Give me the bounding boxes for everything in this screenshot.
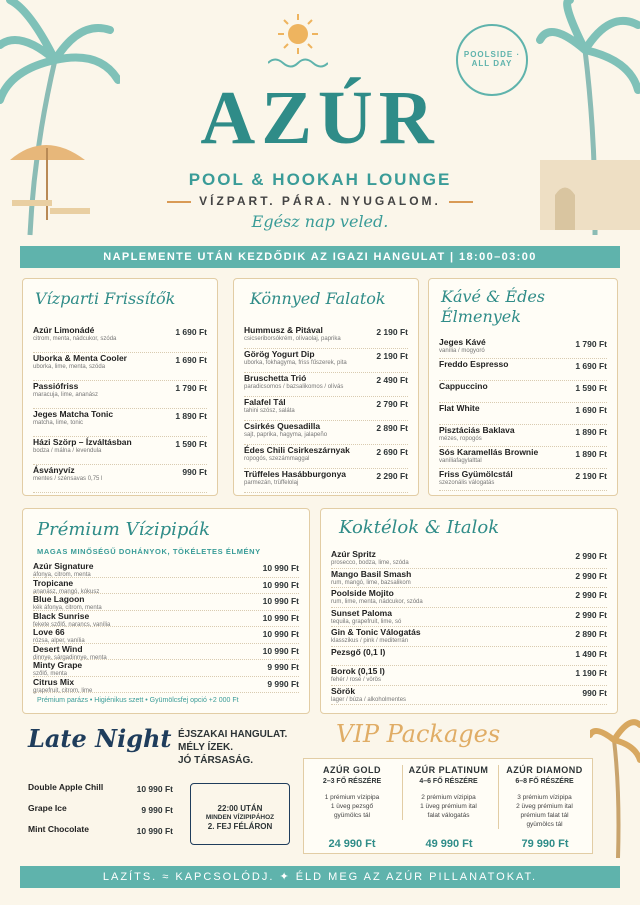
item-name: Grape Ice (28, 803, 67, 813)
item-price: 2 990 Ft (575, 590, 607, 600)
item-name: Azúr Spritz (331, 549, 376, 559)
item-name: Hummusz & Pitával (244, 325, 323, 335)
item-price: 990 Ft (182, 467, 207, 477)
menu-item (33, 594, 299, 611)
menu-item (244, 469, 408, 493)
cocktails-section (320, 508, 618, 714)
menu-item (33, 627, 299, 644)
tagline: VÍZPART. PÁRA. NYUGALOM. (0, 194, 640, 208)
menu-item (244, 325, 408, 349)
item-price: 2 690 Ft (376, 447, 408, 457)
item-desc: mézes, ropogós (439, 436, 482, 442)
item-price: 1 890 Ft (575, 449, 607, 459)
page-subtitle: POOL & HOOKAH LOUNGE (188, 170, 452, 189)
section-title: Kávé & Édes Élmenyek (441, 287, 546, 326)
item-name: Trüffeles Hasábburgonya (244, 469, 347, 479)
item-name: Poolside Mojito (331, 588, 394, 598)
item-price: 1 790 Ft (175, 383, 207, 393)
hookah-section (22, 508, 310, 714)
menu-item (244, 349, 408, 373)
menu-item (439, 447, 607, 469)
menu-item (331, 666, 607, 686)
item-name: Love 66 (33, 627, 65, 637)
item-price: 2 990 Ft (575, 551, 607, 561)
item-desc: uborka, fokhagyma, friss fűszerek, pita (244, 360, 347, 366)
menu-item (439, 381, 607, 403)
item-name: Cappuccino (439, 381, 488, 391)
menu-item (244, 445, 408, 469)
menu-item (33, 325, 207, 353)
item-desc: rózsa, alper, vanília (33, 638, 85, 644)
wave-icon (268, 56, 328, 70)
item-price: 1 490 Ft (575, 648, 607, 659)
menu-item (439, 403, 607, 425)
menu-item (331, 549, 607, 569)
footer-banner: LAZÍTS. ≈ KAPCSOLÓDJ. ✦ ÉLD MEG AZ AZÚR PILLANATOKAT. (20, 866, 620, 888)
vip-col: AZÚR PLATINUM 4–6 FŐ RÉSZÉRE 2 prémium vízipipa 1 üveg prémium ital falat válogatás 49 990 Ft (402, 765, 494, 820)
item-price: 2 490 Ft (376, 375, 408, 385)
item-price: 1 690 Ft (575, 405, 607, 415)
item-price: 10 990 Ft (262, 645, 299, 656)
item-price: 1 790 Ft (575, 339, 607, 349)
page-title: AZÚR (200, 76, 440, 160)
item-name: Sós Karamellás Brownie (439, 447, 539, 457)
item-name: Flat White (439, 403, 480, 413)
item-price: 1 190 Ft (575, 668, 607, 678)
item-name: Blue Lagoon (33, 594, 85, 604)
item-desc: citrom, menta, nádcukor, szóda (33, 336, 117, 342)
item-desc: grapefruit, citrom, lime (33, 687, 93, 694)
item-price: 2 890 Ft (376, 423, 408, 433)
item-desc: ropogós, szezámmaggal (244, 456, 310, 462)
vip-col: AZÚR GOLD 2–3 FŐ RÉSZÉRE 1 prémium vízipipa 1 üveg pezsgő gyümölcs tál 24 990 Ft (322, 765, 382, 850)
menu-item (28, 803, 173, 824)
item-price: 9 990 Ft (267, 662, 299, 672)
item-desc: szőlő, menta (33, 671, 68, 677)
item-name: Édes Chili Csirkeszárnyak (244, 445, 350, 455)
late-night-offer: 22:00 UTÁN MINDEN VÍZIPIPÁHOZ 2. FEJ FÉLÁRON (190, 783, 290, 845)
item-price: 2 890 Ft (575, 629, 607, 639)
item-price: 10 990 Ft (262, 579, 299, 590)
item-name: Azúr Limonádé (33, 325, 95, 335)
menu-item (244, 421, 408, 445)
item-name: Házi Szörp – Ízváltásban (33, 437, 132, 447)
item-price: 1 890 Ft (175, 411, 207, 421)
menu-item (331, 588, 607, 608)
item-name: Görög Yogurt Dip (244, 349, 315, 359)
menu-item (331, 569, 607, 589)
item-price: 2 790 Ft (376, 399, 408, 409)
item-name: Desert Wind (33, 643, 83, 654)
menu-item (33, 677, 299, 694)
item-desc: paradicsomos / bazsalikomos / olívás (244, 384, 344, 390)
item-desc: fehér / rosé / vörös (331, 677, 382, 683)
item-name: Citrus Mix (33, 676, 75, 687)
menu-item (439, 359, 607, 381)
item-desc: áfonya, citrom, menta (33, 572, 91, 578)
item-desc: klasszikus / pink / mediterrán (331, 638, 409, 644)
menu-item (33, 644, 299, 661)
item-price: 2 190 Ft (376, 327, 408, 337)
item-name: Mint Chocolate (28, 824, 89, 834)
section-title: Koktélok & Italok (339, 517, 500, 538)
menu-item (33, 437, 207, 465)
palm-vip-illustration (590, 710, 640, 860)
menu-item (439, 337, 607, 359)
item-desc: maracuja, lime, ananász (33, 392, 99, 398)
item-price: 10 990 Ft (262, 612, 299, 623)
item-name: Pezsgő (0,1 l) (331, 646, 386, 657)
item-desc: vanília / mogyoró (439, 348, 485, 354)
item-name: Double Apple Chill (28, 782, 104, 792)
item-price: 2 290 Ft (376, 471, 408, 481)
item-price: 1 690 Ft (175, 355, 207, 365)
item-name: Sörök (331, 685, 356, 696)
item-name: Black Sunrise (33, 610, 90, 621)
menu-item (331, 647, 607, 667)
menu-item (33, 353, 207, 381)
item-desc: rum, mangó, lime, bazsalikom (331, 579, 411, 586)
item-name: Mango Basil Smash (331, 568, 412, 579)
item-desc: prosecco, bodza, lime, szóda (331, 560, 409, 566)
item-name: Jeges Kávé (439, 337, 486, 347)
item-desc: mentes / szénsavas 0,75 l (33, 476, 103, 482)
hookah-footer: Prémium parázs • Higiénikus szett • Gyümölcsfej opció +2 000 Ft (37, 697, 239, 704)
menu-item (331, 686, 607, 706)
menu-item (331, 608, 607, 628)
item-price: 9 990 Ft (141, 805, 173, 815)
menu-item (33, 660, 299, 677)
item-price: 10 990 Ft (136, 826, 173, 836)
menu-item (33, 561, 299, 578)
item-desc: fekete szőlő, narancs, vanília (33, 621, 111, 628)
item-desc: uborka, lime, menta, szóda (33, 364, 106, 370)
item-name: Tropicane (33, 577, 74, 588)
sun-icon (276, 12, 320, 56)
item-price: 2 190 Ft (575, 471, 607, 481)
item-name: Freddo Espresso (439, 359, 509, 369)
item-price: 1 590 Ft (575, 383, 607, 393)
refresh-section (22, 278, 218, 496)
menu-item (33, 578, 299, 595)
item-name: Bruschetta Trió (244, 373, 307, 383)
script-slogan: Egész nap veled. (251, 212, 389, 231)
item-name: Uborka & Menta Cooler (33, 353, 127, 363)
item-name: Pisztáciás Baklava (439, 425, 515, 435)
item-price: 9 990 Ft (267, 678, 299, 689)
item-price: 10 990 Ft (262, 596, 299, 606)
vip-col: AZÚR DIAMOND 6–8 FŐ RÉSZÉRE 3 prémium vízipipa 2 üveg prémium ital prémium falat tál gyümölcs tál 79 990 Ft (498, 765, 590, 829)
item-name: Minty Grape (33, 660, 83, 670)
item-desc: sajt, paprika, hagyma, jalapeño (244, 432, 328, 438)
item-name: Friss Gyümölcstál (439, 469, 513, 479)
item-price: 10 990 Ft (262, 563, 299, 573)
snacks-section (233, 278, 419, 496)
item-name: Ásványvíz (33, 465, 75, 475)
menu-item (439, 469, 607, 491)
item-price: 1 890 Ft (575, 427, 607, 437)
item-desc: tahini szósz, saláta (244, 408, 295, 414)
item-price: 1 690 Ft (175, 327, 207, 337)
coffee-section (428, 278, 618, 496)
menu-item (244, 373, 408, 397)
item-desc: csicseriborsókrém, olívaolaj, paprika (244, 336, 341, 342)
item-price: 990 Ft (582, 687, 607, 698)
item-desc: ananász, mangó, kókusz (33, 588, 100, 595)
section-subtitle: MAGAS MINŐSÉGŰ DOHÁNYOK, TÖKÉLETES ÉLMÉNY (37, 547, 261, 556)
item-desc: vaníliafagylalttal (439, 458, 482, 464)
late-night-title: Late Night (28, 724, 172, 753)
item-price: 2 990 Ft (575, 609, 607, 620)
section-title: Prémium Vízipipák (37, 519, 211, 540)
item-desc: bodza / málna / levendula (33, 448, 102, 454)
menu-item (331, 627, 607, 647)
item-price: 10 990 Ft (136, 784, 173, 794)
item-name: Azúr Signature (33, 561, 94, 571)
menu-item (28, 824, 173, 845)
menu-item (33, 409, 207, 437)
vip-packages (303, 758, 593, 854)
item-desc: matcha, lime, tonic (33, 420, 84, 426)
section-title: Vízparti Frissítők (35, 289, 176, 308)
item-price: 2 990 Ft (575, 570, 607, 581)
vip-title: VIP Packages (336, 720, 501, 748)
item-desc: dinnye, sárgadinnye, menta (33, 654, 107, 661)
item-price: 2 190 Ft (376, 351, 408, 361)
menu-item (439, 425, 607, 447)
item-desc: rum, lime, menta, nádcukor, szóda (331, 599, 423, 605)
item-name: Falafel Tál (244, 397, 286, 407)
item-name: Csirkés Quesadilla (244, 421, 321, 431)
item-name: Jeges Matcha Tonic (33, 409, 114, 419)
menu-item (244, 397, 408, 421)
menu-item (33, 381, 207, 409)
item-name: Gin & Tonic Válogatás (331, 627, 421, 637)
late-night-desc: ÉJSZAKAI HANGULAT. MÉLY ÍZEK. JÓ TÁRSASÁG. (178, 729, 288, 766)
item-desc: szezonális válogatás (439, 480, 495, 486)
menu-item (33, 465, 207, 493)
menu-item (33, 611, 299, 628)
item-price: 1 690 Ft (575, 361, 607, 371)
item-price: 10 990 Ft (262, 629, 299, 639)
poolside-badge: POOLSIDE · ALL DAY (456, 24, 528, 96)
item-desc: kék áfonya, citrom, menta (33, 605, 102, 611)
hours-banner: NAPLEMENTE UTÁN KEZDŐDIK AZ IGAZI HANGULAT | 18:00–03:00 (20, 246, 620, 268)
item-desc: tequila, grapefruit, lime, só (331, 618, 402, 625)
item-desc: lager / búza / alkoholmentes (331, 696, 407, 703)
item-name: Sunset Paloma (331, 607, 392, 618)
item-desc: parmezán, trüffelolaj (244, 480, 299, 486)
menu-item (28, 782, 173, 803)
item-name: Borok (0,15 l) (331, 666, 385, 676)
item-price: 1 590 Ft (175, 439, 207, 449)
section-title: Könnyed Falatok (250, 289, 386, 308)
item-name: Passiófriss (33, 381, 79, 391)
